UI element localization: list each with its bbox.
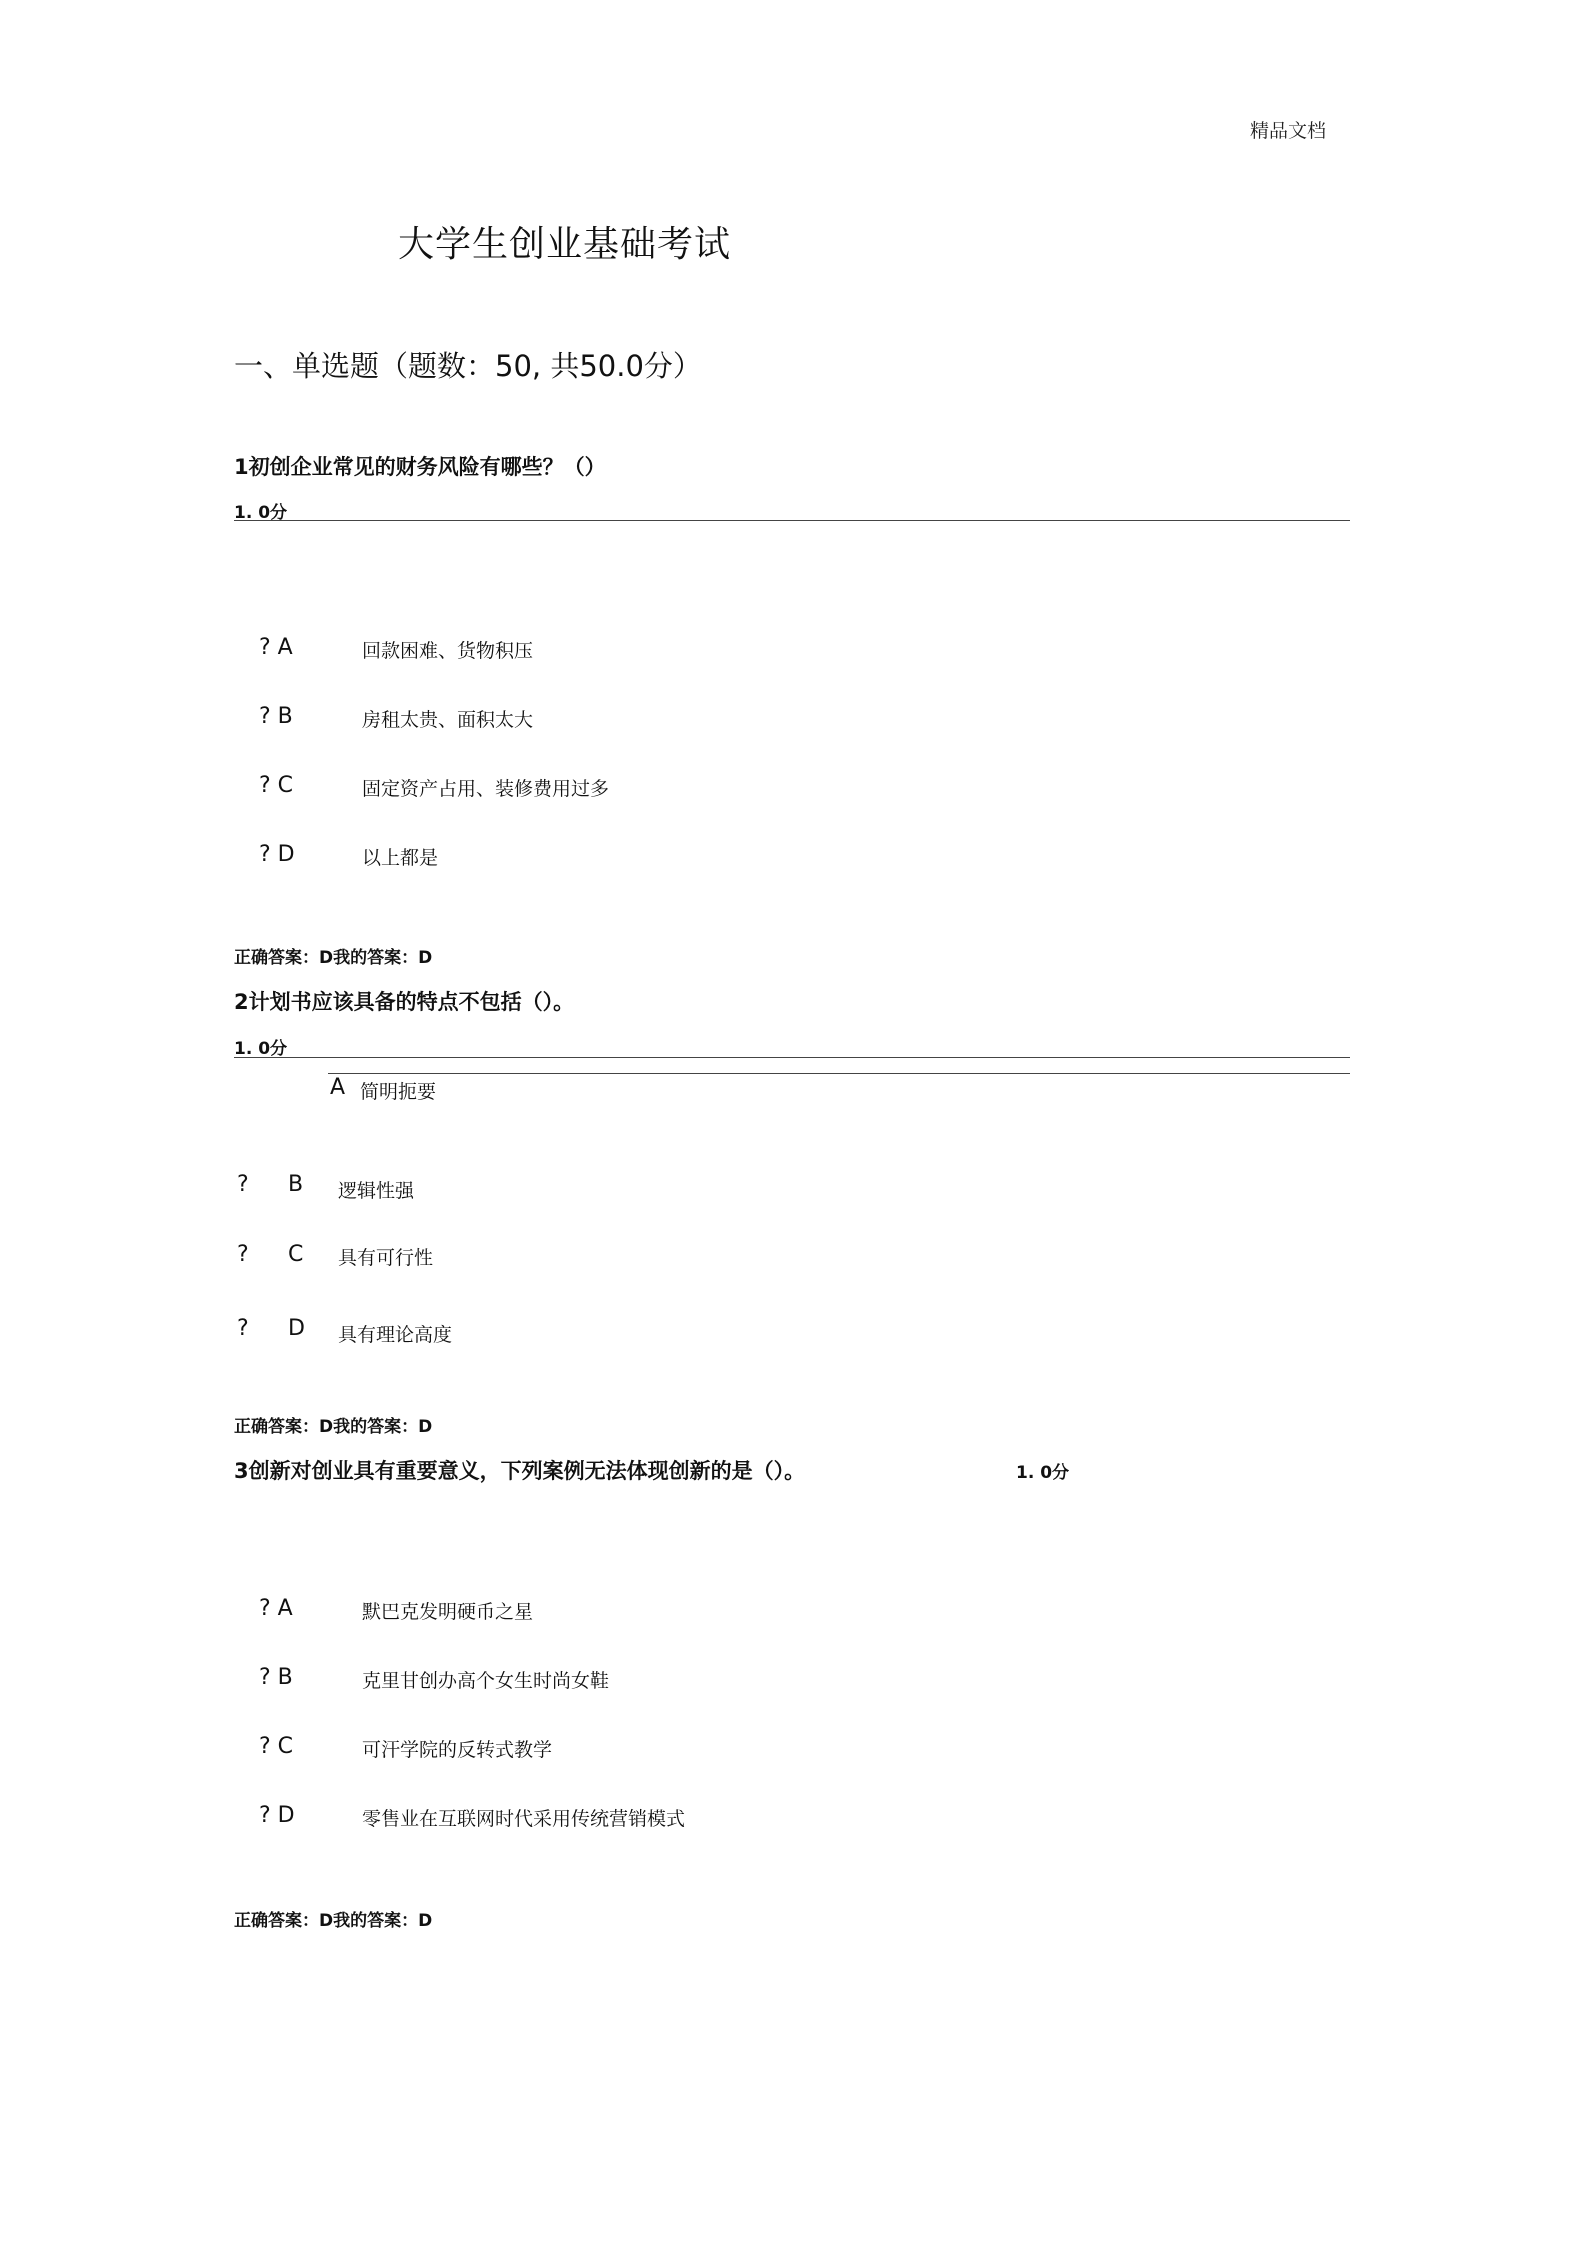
option-question-mark: ?	[237, 1316, 249, 1341]
watermark-text: 精品文档	[1250, 120, 1327, 142]
option-text: 逻辑性强	[338, 1180, 415, 1202]
option-text: 回款困难、货物积压	[362, 640, 534, 662]
option-marker: ? D	[259, 842, 295, 867]
option-text: 具有理论高度	[338, 1324, 453, 1346]
option-marker: C	[288, 1242, 304, 1267]
option-marker: ? A	[259, 1596, 293, 1621]
option-text: 固定资产占用、装修费用过多	[362, 778, 610, 800]
option-marker: ? D	[259, 1803, 295, 1828]
option-marker: ? B	[259, 704, 293, 729]
divider	[234, 1057, 1350, 1058]
option-text: 以上都是	[362, 847, 439, 869]
option-question-mark: ?	[237, 1242, 249, 1267]
option-marker: B	[288, 1172, 304, 1197]
option-text: 具有可行性	[338, 1247, 434, 1269]
option-marker: D	[288, 1316, 305, 1341]
question-text: 3创新对创业具有重要意义，下列案例无法体现创新的是（）。	[234, 1459, 806, 1483]
option-text: 房租太贵、面积太大	[362, 709, 534, 731]
answer-line: 正确答案：D我的答案：D	[234, 948, 433, 968]
question-score: 1. 0分	[1016, 1463, 1070, 1483]
divider	[328, 1073, 1350, 1074]
option-marker: ? B	[259, 1665, 293, 1690]
answer-line: 正确答案：D我的答案：D	[234, 1911, 433, 1931]
option-marker: ? A	[259, 635, 293, 660]
option-marker: ? C	[259, 773, 294, 798]
option-text: 默巴克发明硬币之星	[362, 1601, 534, 1623]
option-marker: ? C	[259, 1734, 294, 1759]
divider	[234, 520, 1350, 521]
option-marker: A	[330, 1075, 346, 1100]
option-text: 可汗学院的反转式教学	[362, 1739, 553, 1761]
option-text: 简明扼要	[360, 1081, 437, 1103]
option-question-mark: ?	[237, 1172, 249, 1197]
question-text: 1初创企业常见的财务风险有哪些？（）	[234, 455, 606, 479]
option-text: 零售业在互联网时代采用传统营销模式	[362, 1808, 686, 1830]
section-title: 一、单选题（题数：50, 共50.0分）	[234, 349, 702, 383]
question-score: 1. 0分	[234, 1039, 288, 1059]
option-text: 克里甘创办高个女生时尚女鞋	[362, 1670, 610, 1692]
question-score: 1. 0分	[234, 503, 288, 523]
answer-line: 正确答案：D我的答案：D	[234, 1417, 433, 1437]
question-text: 2计划书应该具备的特点不包括（）。	[234, 990, 575, 1014]
document-title: 大学生创业基础考试	[398, 224, 732, 265]
